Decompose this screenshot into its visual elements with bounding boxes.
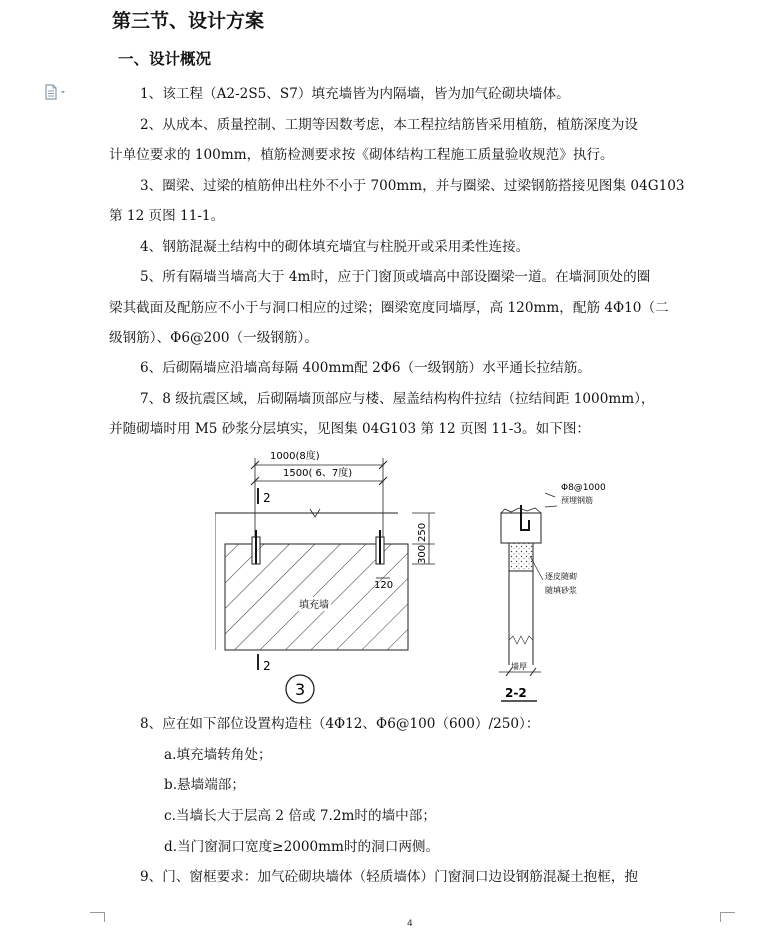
paragraph-8: 8、应在如下部位设置构造柱（4Φ12、Φ6@100（600）/250）： xyxy=(140,716,540,732)
paragraph-7-line-1: 7、8 级抗震区域，后砌隔墙顶部应与楼、屋盖结构构件拉结（拉结间距 1000mm）， xyxy=(140,391,655,407)
list-item-b: b.悬墙端部； xyxy=(164,777,245,793)
mortar-label-line-1: 逐皮随砌 xyxy=(545,572,577,581)
wall-thickness-label: 墙厚 xyxy=(511,662,527,671)
paragraph-2-line-1: 2、从成本、质量控制、工期等因数考虑，本工程拉结筋皆采用植筋，植筋深度为设 xyxy=(140,117,639,133)
list-item-a: a.填充墙转角处； xyxy=(164,747,272,763)
section-2-2-title: 2-2 xyxy=(505,686,527,700)
section-mark-top-label: 2 xyxy=(263,491,271,505)
dimension-label-1000: 1000(8度) xyxy=(270,451,320,462)
rebar-spacing-label: Φ8@1000 xyxy=(561,483,606,493)
figure-number: 3 xyxy=(295,680,306,699)
paragraph-2-line-2: 计单位要求的 100mm，植筋检测要求按《砌体结构工程施工质量验收规范》执行。 xyxy=(109,147,614,163)
paragraph-1: 1、该工程（A2-2S5、S7）填充墙皆为内隔墙，皆为加气砼砌块墙体。 xyxy=(140,86,570,102)
paragraph-3-line-2: 第 12 页图 11-1。 xyxy=(109,208,225,224)
mortar-label-line-2: 随填砂浆 xyxy=(545,586,577,595)
wall-label: 填充墙 xyxy=(299,600,329,611)
paragraph-5-line-2: 梁其截面及配筋应不小于与洞口相应的过梁；圈梁宽度同墙厚，高 120mm，配筋 4Φ10（二 xyxy=(109,300,669,316)
dimension-label-250: 250 xyxy=(417,522,428,542)
embedded-rebar-label: 预埋钢筋 xyxy=(561,496,593,505)
paragraph-3-line-1: 3、圈梁、过梁的植筋伸出柱外不小于 700mm，并与圈梁、过梁钢筋搭接见图集 04G103 xyxy=(140,178,685,194)
paragraph-6: 6、后砌隔墙应沿墙高每隔 400mm配 2Φ6（一级钢筋）水平通长拉结筋。 xyxy=(140,360,591,376)
document-icon[interactable] xyxy=(44,84,72,100)
page-number: 4 xyxy=(407,919,413,929)
list-item-d: d.当门窗洞口宽度≥2000mm时的洞口两侧。 xyxy=(164,839,440,855)
dimension-label-1500: 1500( 6、7度) xyxy=(283,468,353,479)
corner-mark-left-vertical xyxy=(104,912,105,922)
section-mark-bottom-label: 2 xyxy=(263,659,271,673)
dimension-label-300: 300 xyxy=(417,544,428,564)
section-title: 第三节、设计方案 xyxy=(112,10,265,32)
corner-mark-left xyxy=(90,912,104,923)
paragraph-5-line-3: 级钢筋）、Φ6@200（一级钢筋）。 xyxy=(109,330,318,346)
list-item-c: c.当墙长大于层高 2 倍或 7.2m时的墙中部； xyxy=(164,808,436,824)
paragraph-5-line-1: 5、所有隔墙当墙高大于 4m时，应于门窗顶或墙高中部设圈梁一道。在墙洞顶处的圈 xyxy=(140,269,651,285)
paragraph-4: 4、钢筋混凝土结构中的砌体填充墙宜与柱脱开或采用柔性连接。 xyxy=(140,239,530,255)
dimension-label-120: 120 xyxy=(374,580,394,591)
paragraph-9: 9、门、窗框要求：加气砼砌块墙体（轻质墙体）门窗洞口边设钢筋混凝土抱框，抱 xyxy=(140,869,639,885)
mortar-fill-section xyxy=(509,543,533,571)
paragraph-7-line-2: 并随砌墙时用 M5 砂浆分层填实，见图集 04G103 第 12 页图 11-3。如下图： xyxy=(109,421,591,437)
corner-mark-right xyxy=(721,912,735,923)
subsection-title: 一、设计概况 xyxy=(118,49,212,68)
wall-tie-detail-figure xyxy=(215,440,625,710)
